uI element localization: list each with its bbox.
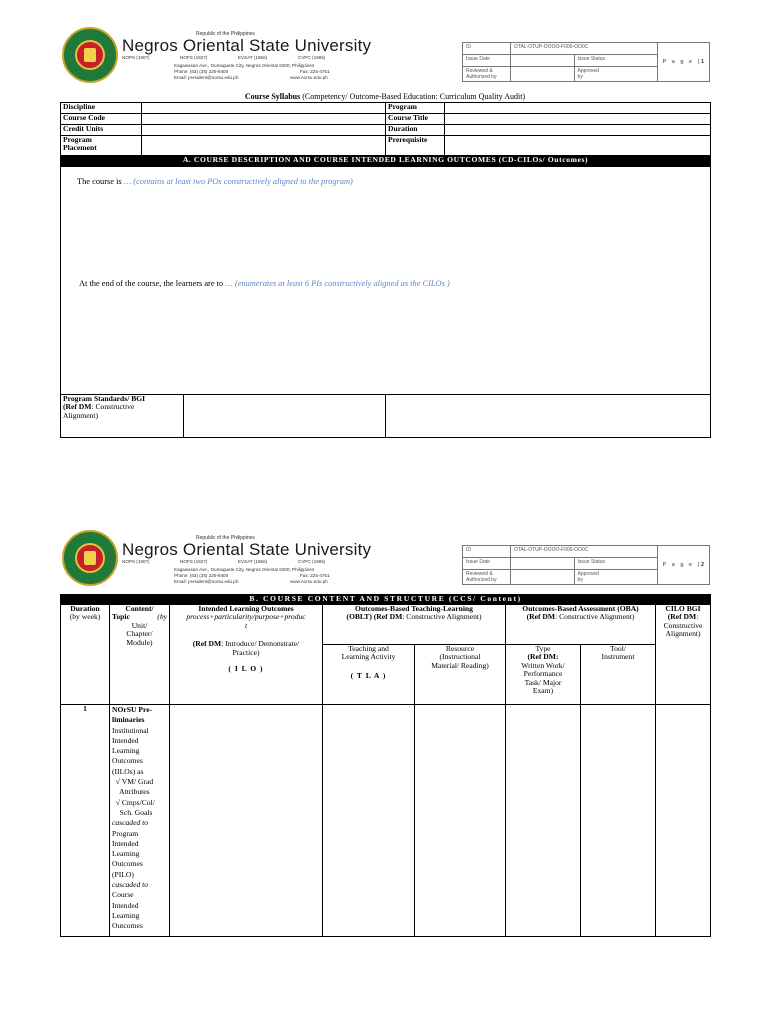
credit-units-value[interactable] <box>142 125 386 136</box>
campus-1: NOPS (1907) <box>122 559 150 564</box>
content-line: Learning <box>112 910 140 920</box>
website-text: www.norsu.edu.ph <box>290 579 328 584</box>
campus-4: CVPC (1965) <box>298 55 326 60</box>
program-value[interactable] <box>445 103 711 114</box>
program-standards-value[interactable] <box>184 395 385 437</box>
program-standards-label: Program Standards/ BGI (Ref DM: Constructive Alignment) <box>61 395 184 437</box>
fax-text: Fax: 225-4751 <box>300 573 330 578</box>
col-tool-header: Tool/ Instrument <box>581 645 656 705</box>
campus-4: CVPC (1965) <box>298 559 326 564</box>
col-type-header: Type (Ref DM: Written Work/ Performance Task/ Major Exam) <box>506 645 581 705</box>
reviewed-label: Reviewed & Authorized by <box>463 570 511 585</box>
university-seal-logo <box>62 530 118 586</box>
content-line: Attributes <box>112 787 150 797</box>
content-line: Learning <box>112 746 140 756</box>
address-text: Kagawasan Ave., Dumaguete City, Negros Oriental 6200, Philippines <box>174 567 315 572</box>
col-oba-header: Outcomes-Based Assessment (OBA) (Ref DM: Constructive Alignment) <box>506 605 656 645</box>
content-line: (PILO) <box>112 869 134 879</box>
email-text: Email: president@norsu.edu.ph <box>174 579 239 584</box>
program-standards-value-ext[interactable] <box>386 395 711 438</box>
id-value: OTAL-OTUP-OOOO-F000-OO0C <box>510 546 657 558</box>
syllabus-title: Course Syllabus (Competency/ Outcome-Based Education: Curriculum Quality Audit) <box>244 92 526 101</box>
content-line: Outcomes <box>112 756 143 766</box>
col-resource-header: Resource (Instructional Material/ Reading) <box>415 645 506 705</box>
row-type-cell[interactable] <box>506 705 581 937</box>
page-number: 2 <box>700 562 706 568</box>
content-line: Program <box>112 828 139 838</box>
issue-date-value <box>510 55 574 67</box>
website-text: www.norsu.edu.ph <box>290 75 328 80</box>
course-title-value[interactable] <box>445 114 711 125</box>
discipline-label: Discipline <box>61 103 142 114</box>
section-b-heading: B. COURSE CONTENT AND STRUCTURE (CCS/ Content) <box>61 595 711 605</box>
col-duration-header: Duration (by week) <box>61 605 110 705</box>
course-description-cell[interactable] <box>61 167 711 395</box>
prerequisite-value[interactable] <box>445 136 711 156</box>
program-label: Program <box>386 103 445 114</box>
duration-value[interactable] <box>445 125 711 136</box>
phone-text: Phone: (63) (35) 225-9400 <box>174 69 229 74</box>
content-line: cascaded to <box>112 818 149 828</box>
campus-3: EVSAT (1956) <box>238 55 268 60</box>
col-oblt-header: Outcomes-Based Teaching-Learning (OBLT) (Ref DM: Constructive Alignment) <box>323 605 506 645</box>
content-line: Outcomes <box>112 921 143 931</box>
credit-units-label: Credit Units <box>61 125 142 136</box>
issue-date-label: Issue Date <box>463 558 511 570</box>
content-line: NOrSU Pre- <box>112 705 153 714</box>
program-standards-row <box>61 395 386 438</box>
discipline-value[interactable] <box>142 103 386 114</box>
content-line: liminaries <box>112 715 145 725</box>
course-title-label: Course Title <box>386 114 445 125</box>
col-content-header: Content/ Topic (by Unit/ Chapter/ Module) <box>110 605 170 705</box>
university-name: Negros Oriental State University <box>122 540 372 559</box>
duration-label: Duration <box>386 125 445 136</box>
content-line: Intended <box>112 838 139 848</box>
page-number-cell <box>658 546 710 585</box>
approved-label: Approved by <box>574 67 658 82</box>
content-line: (IILOs) as <box>112 766 144 776</box>
campus-3: EVSAT (1956) <box>238 559 268 564</box>
row-tool-cell[interactable] <box>581 705 656 937</box>
id-label: ID <box>463 546 511 558</box>
page-number-cell <box>658 43 710 82</box>
course-code-label: Course Code <box>61 114 142 125</box>
content-line: Course <box>112 890 134 900</box>
university-name: Negros Oriental State University <box>122 36 372 55</box>
reviewed-label: Reviewed & Authorized by <box>463 67 511 82</box>
page-label: P a g e | <box>662 562 701 568</box>
content-line: cascaded to <box>112 880 149 890</box>
content-line: Outcomes <box>112 859 143 869</box>
page-label: P a g e | <box>662 59 701 65</box>
course-code-value[interactable] <box>142 114 386 125</box>
content-line: Intended <box>112 735 139 745</box>
content-line: √ VM/ Grad <box>112 777 154 787</box>
learning-outcomes-text: At the end of the course, the learners are to … (enumerates at least 6 PIs constructively aligned as the CILOs ) <box>79 279 450 288</box>
republic-text: Republic of the Philippines <box>196 535 255 541</box>
row-ilo-cell[interactable] <box>170 705 323 937</box>
reviewed-value <box>510 570 574 585</box>
content-line: Sch. Goals <box>112 807 153 817</box>
row-cilo-cell[interactable] <box>656 705 711 937</box>
republic-text: Republic of the Philippines <box>196 31 255 37</box>
approved-label: Approved by <box>574 570 658 585</box>
col-cilo-header: CILO BGI (Ref DM: Constructive Alignment) <box>656 605 711 705</box>
issue-date-label: Issue Date <box>463 55 511 67</box>
row-content-lines <box>112 705 167 932</box>
row-tla-cell[interactable] <box>323 705 415 937</box>
id-label: ID <box>463 43 511 55</box>
campus-2: NOFS (1927) <box>180 559 208 564</box>
fax-text: Fax: 225-4751 <box>300 69 330 74</box>
campus-1: NOPS (1907) <box>122 55 150 60</box>
email-text: Email: president@norsu.edu.ph <box>174 75 239 80</box>
col-tla-header: Teaching and Learning Activity ( T L A ) <box>323 645 415 705</box>
content-line: Institutional <box>112 725 149 735</box>
campus-2: NOFS (1927) <box>180 55 208 60</box>
program-placement-value[interactable] <box>142 136 386 156</box>
issue-status-label: Issue Status <box>574 55 658 67</box>
address-text: Kagawasan Ave., Dumaguete City, Negros Oriental 6200, Philippines <box>174 63 315 68</box>
reviewed-value <box>510 67 574 82</box>
content-line: Learning <box>112 849 140 859</box>
col-ilo-header: Intended Learning Outcomes process+particularity/purpose+produc t (Ref DM: Introduce/ Demonstrate/ Practice) ( I L O ) <box>170 605 323 705</box>
prerequisite-label: Prerequisite <box>386 136 445 156</box>
issue-status-label: Issue Status <box>574 558 658 570</box>
content-line: Intended <box>112 900 139 910</box>
university-seal-logo <box>62 27 118 83</box>
program-placement-label: Program Placement <box>61 136 142 156</box>
course-info-table <box>60 102 711 438</box>
table-row <box>61 705 711 937</box>
document-control-table <box>462 545 710 585</box>
course-content-table <box>60 594 711 937</box>
content-line: √ Cmps/Col/ <box>112 797 155 807</box>
id-value: OTAL-OTUP-OOOO-F000-OO0C <box>510 43 657 55</box>
page-number: 1 <box>700 59 706 65</box>
issue-date-value <box>510 558 574 570</box>
document-control-table <box>462 42 710 82</box>
phone-text: Phone: (63) (35) 225-9400 <box>174 573 229 578</box>
row-week-cell[interactable]: 1 <box>61 705 110 937</box>
row-content-cell[interactable] <box>110 705 170 937</box>
section-a-heading: A. COURSE DESCRIPTION AND COURSE INTENDED LEARNING OUTCOMES (CD-CILOs/ Outcomes) <box>61 156 711 167</box>
course-description-text: The course is … (contains at least two POs constructively aligned to the program) <box>77 177 353 186</box>
row-resource-cell[interactable] <box>415 705 506 937</box>
